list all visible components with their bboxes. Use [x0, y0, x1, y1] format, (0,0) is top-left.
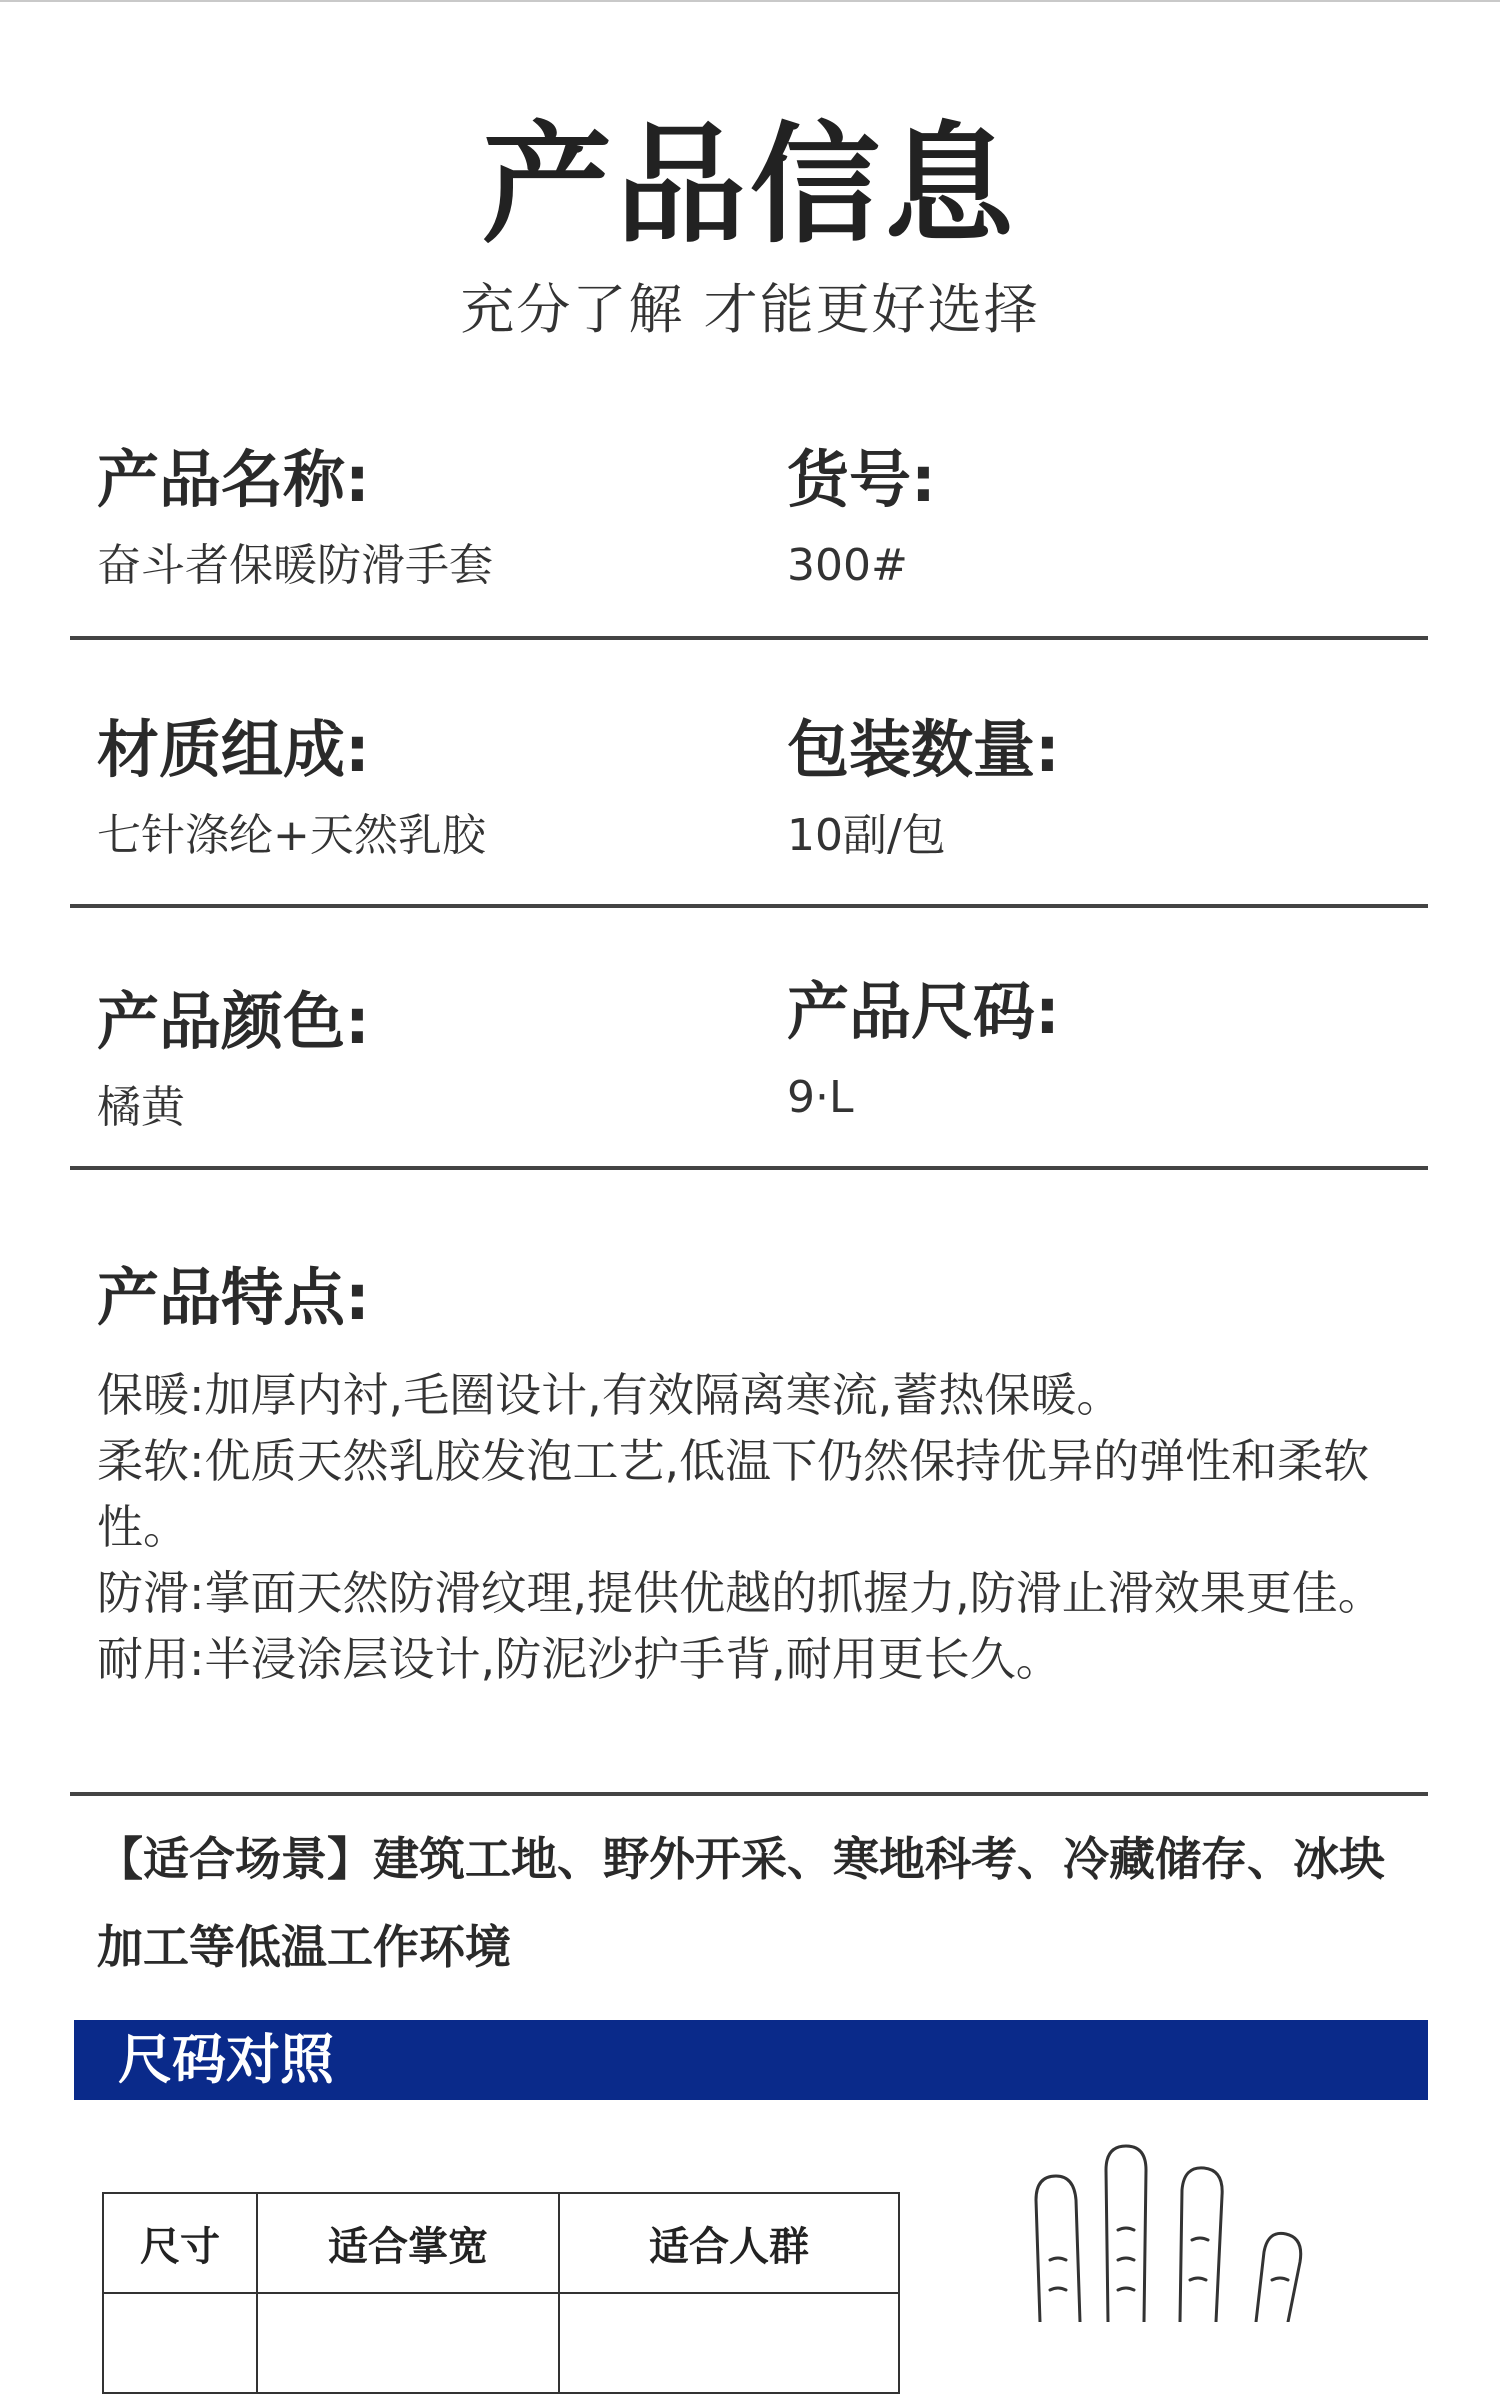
table-header-cell: 适合人群 [559, 2193, 899, 2293]
page-subtitle: 充分了解 才能更好选择 [460, 278, 1040, 341]
page-title: 产品信息 [481, 109, 1018, 261]
feature-item: 保暖:加厚内衬,毛圈设计,有效隔离寒流,蓄热保暖。 [97, 1368, 1123, 1422]
size-chart-banner [74, 2020, 1428, 2100]
table-header-row [103, 2193, 899, 2293]
size-table [102, 2192, 900, 2394]
usage-scenarios: 【适合场景】建筑工地、野外开采、寒地科考、冷藏储存、冰块加工等低温工作环境 [97, 1832, 1385, 1974]
sku-label: 货号: [787, 443, 936, 516]
size-value: 9·L [787, 1072, 854, 1123]
color-field [97, 982, 370, 1138]
divider [70, 904, 1428, 908]
table-cell [257, 2293, 559, 2393]
sku-field [787, 440, 936, 596]
divider [70, 1792, 1428, 1796]
table-cell [559, 2293, 899, 2393]
divider [70, 1166, 1428, 1170]
material-field [97, 710, 486, 866]
material-label: 材质组成: [97, 713, 370, 786]
feature-item: 柔软:优质天然乳胶发泡工艺,低温下仍然保持优异的弹性和柔软性。 [97, 1434, 1370, 1554]
table-header-cell: 适合掌宽 [257, 2193, 559, 2293]
table-header-cell: 尺寸 [103, 2193, 257, 2293]
features-list [97, 1362, 1437, 1692]
color-label: 产品颜色: [97, 985, 370, 1058]
size-field [787, 972, 1060, 1128]
top-border [0, 0, 1500, 2]
divider [70, 636, 1428, 640]
feature-item: 防滑:掌面天然防滑纹理,提供优越的抓握力,防滑止滑效果更佳。 [97, 1566, 1384, 1620]
size-chart-title: 尺码对照 [118, 2028, 334, 2091]
material-value: 七针涤纶+天然乳胶 [97, 810, 486, 861]
table-cell [103, 2293, 257, 2393]
sku-value: 300# [787, 540, 908, 591]
table-row [103, 2293, 899, 2393]
package-value: 10副/包 [787, 810, 946, 861]
product-name-value: 奋斗者保暖防滑手套 [97, 540, 493, 591]
hand-outline-icon [1020, 2140, 1350, 2322]
product-name-field [97, 440, 493, 596]
feature-item: 耐用:半浸涂层设计,防泥沙护手背,耐用更长久。 [97, 1632, 1062, 1686]
package-label: 包装数量: [787, 713, 1060, 786]
product-name-label: 产品名称: [97, 443, 370, 516]
features-title: 产品特点: [97, 1261, 370, 1334]
package-field [787, 710, 1060, 866]
size-label: 产品尺码: [787, 975, 1060, 1048]
color-value: 橘黄 [97, 1082, 185, 1133]
